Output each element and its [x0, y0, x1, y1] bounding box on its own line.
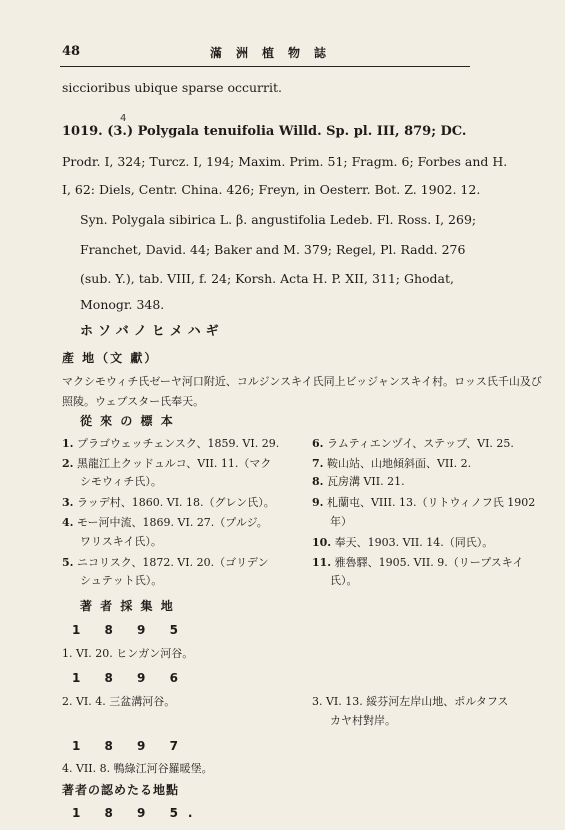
list-item: ワリスキイ氏）。: [80, 535, 162, 548]
section-heading: 從 來 の 標 本: [80, 414, 175, 428]
list-item: 11. 雅魯驛、1905. VII. 9.（リープスキイ: [312, 556, 524, 569]
list-item: シモウィチ氏）。: [80, 475, 162, 488]
list-item: 5. ニコリスク、1872. VI. 20.（ゴリデン: [62, 556, 269, 569]
list-item: 2. 黑龍江上クッドュルコ、VII. 11.（マク: [62, 457, 272, 470]
list-item: 年）: [330, 515, 352, 528]
list-item: 1. VI. 20. ヒンガン河谷。: [62, 647, 194, 660]
japanese-name: ホソバノヒメハギ: [80, 324, 224, 339]
list-item: 7. 鞍山站、山地傾斜面、VII. 2.: [312, 457, 472, 470]
text-line: siccioribus ubique sparse occurrit.: [62, 80, 282, 95]
running-title: 滿洲植物誌: [210, 46, 341, 60]
list-item: 10. 奉天、1903. VII. 14.（同氏）。: [312, 536, 494, 549]
species-heading: 1019. (3.) Polygala tenuifolia Willd. Sp. pl. III, 879; DC.: [62, 124, 467, 139]
list-item: 4. VII. 8. 鴨綠江河谷羅暖堡。: [62, 762, 213, 775]
text-line: (sub. Y.), tab. VIII, f. 24; Korsh. Acta H. P. XII, 311; Ghodat,: [80, 271, 454, 286]
list-item: 8. 瓦房溝 VII. 21.: [312, 475, 405, 488]
list-item: 4. モー河中流、1869. VI. 27.（プルジ。: [62, 516, 268, 529]
header-rule: [60, 66, 470, 67]
section-heading: 產 地（文 獻）: [62, 351, 159, 365]
year-heading: 1 8 9 6: [72, 671, 188, 685]
list-item: 1. プラゴウェッチェンスク、1859. VI. 29.: [62, 437, 280, 450]
text-line: Monogr. 348.: [80, 297, 165, 312]
list-item: 6. ラムティエンヅイ、ステップ、VI. 25.: [312, 437, 514, 450]
page-number: 48: [62, 44, 81, 59]
synonym-line: Syn. Polygala sibirica L. β. angustifolia Ledeb. Fl. Ross. I, 269;: [80, 212, 477, 227]
section-heading: 著 者 採 集 地: [80, 599, 175, 613]
locality-line: マクシモウィチ氏ゼーヤ河口附近、コルジンスキイ氏同上ビッジャンスキイ村。ロッス氏千山及び: [62, 375, 542, 388]
text-line: Prodr. I, 324; Turcz. I, 194; Maxim. Prim. 51; Fragm. 6; Forbes and H.: [62, 154, 508, 169]
list-item: 氏）。: [330, 574, 358, 587]
year-heading: 1 8 9 7: [72, 739, 188, 753]
year-heading: 1 8 9 5: [72, 623, 188, 637]
text-line: I, 62: Diels, Centr. China. 426; Freyn, in Oesterr. Bot. Z. 1902. 12.: [62, 182, 481, 197]
list-item: シュテット氏）。: [80, 574, 163, 587]
locality-line: 照陵。ウェブスター氏奉天。: [62, 395, 205, 408]
list-item: 3. VI. 13. 綏芬河左岸山地、ポルタフス: [312, 695, 509, 708]
text-line: Franchet, David. 44; Baker and M. 379; Regel, Pl. Radd. 276: [80, 242, 466, 257]
section-heading: 著者の認めたる地點: [62, 783, 180, 797]
year-heading: 1 8 9 5.: [72, 806, 203, 820]
list-item: カヤ村對岸。: [330, 714, 396, 727]
handwritten-annotation: 4: [120, 113, 127, 124]
list-item: 3. ラッデ村、1860. VI. 18.（グレン氏）。: [62, 496, 275, 509]
list-item: 2. VI. 4. 三盆溝河谷。: [62, 695, 176, 708]
list-item: 9. 札蘭屯、VIII. 13.（リトウィノフ氏 1902: [312, 496, 536, 509]
